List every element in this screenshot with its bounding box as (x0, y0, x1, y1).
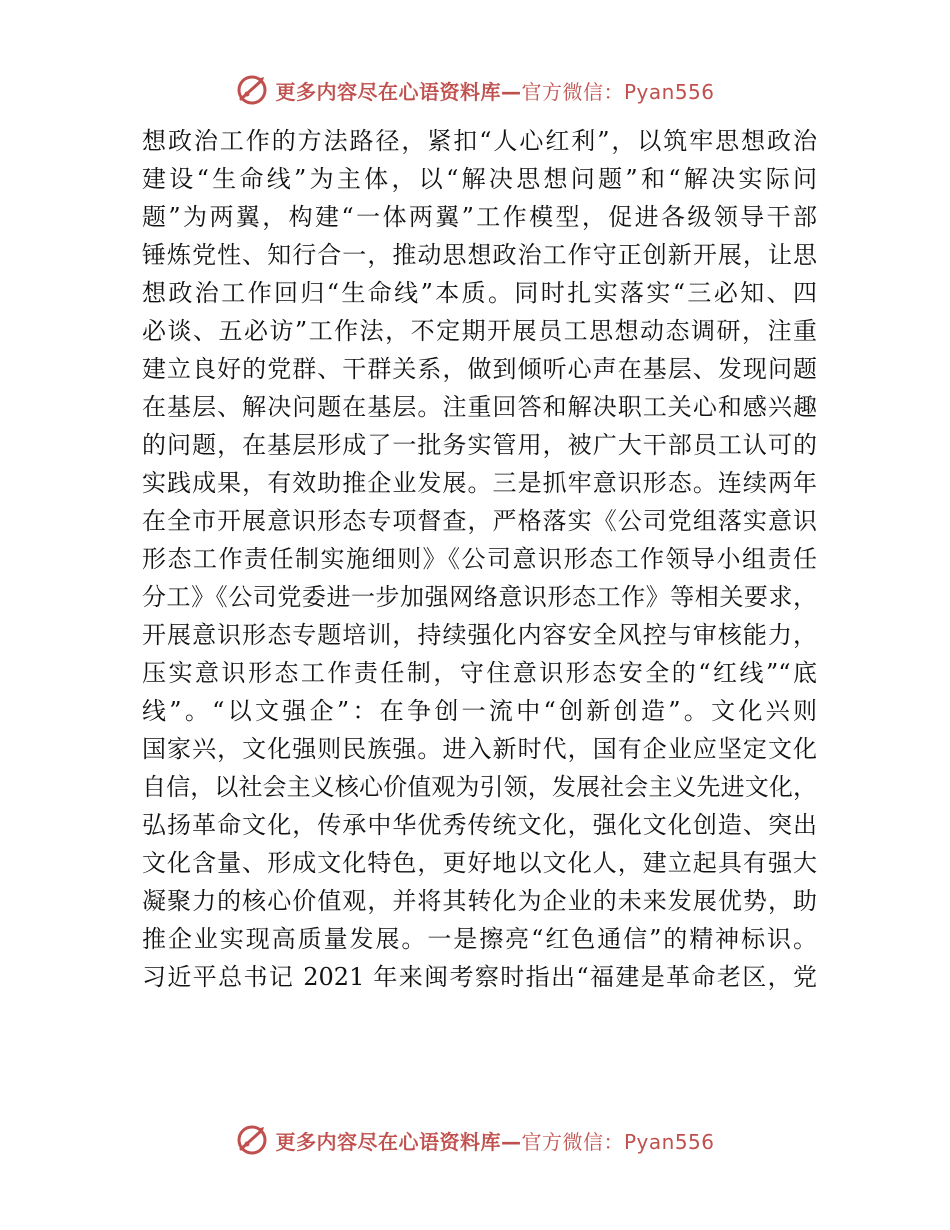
body-line: 的问题，在基层形成了一批务实管用，被广大干部员工认可的 (142, 431, 817, 459)
body-line: 推企业实现高质量发展。一是擦亮“红色通信”的精神标识。 (142, 925, 817, 953)
body-line: 习近平总书记 2021 年来闽考察时指出“福建是革命老区，党 (142, 963, 817, 991)
body-line: 在基层、解决问题在基层。注重回答和解决职工关心和感兴趣 (142, 393, 817, 421)
header-promo-text: 更多内容尽在心语资料库 (275, 79, 501, 104)
body-line: 实践成果，有效助推企业发展。三是抓牢意识形态。连续两年 (142, 469, 817, 497)
body-line: 想政治工作的方法路径，紧扣“人心红利”，以筑牢思想政治 (142, 127, 817, 155)
body-line: 建设“生命线”为主体，以“解决思想问题”和“解决实际问 (142, 165, 817, 193)
body-line: 文化含量、形成文化特色，更好地以文化人，建立起具有强大 (142, 849, 817, 877)
body-line: 形态工作责任制实施细则》《公司意识形态工作领导小组责任 (142, 545, 817, 573)
body-line: 压实意识形态工作责任制，守住意识形态安全的“红线”“底 (142, 659, 817, 687)
body-line: 线”。“以文强企”：在争创一流中“创新创造”。文化兴则 (142, 697, 817, 725)
footer-wechat-label: 官方微信： (521, 1129, 624, 1154)
body-line: 国家兴，文化强则民族强。进入新时代，国有企业应坚定文化 (142, 735, 817, 763)
body-line: 开展意识形态专题培训，持续强化内容安全风控与审核能力， (142, 621, 817, 649)
body-line: 必谈、五必访”工作法，不定期开展员工思想动态调研，注重 (142, 317, 817, 345)
footer-banner (0, 1120, 950, 1160)
body-line: 题”为两翼，构建“一体两翼”工作模型，促进各级领导干部 (142, 203, 817, 231)
footer-promo (275, 1126, 714, 1155)
body-line: 想政治工作回归“生命线”本质。同时扎实落实“三必知、四 (142, 279, 817, 307)
header-promo (275, 76, 714, 105)
header-separator: — (500, 79, 522, 104)
header-wechat-label: 官方微信： (521, 79, 624, 104)
document-body (142, 122, 817, 996)
body-line: 凝聚力的核心价值观，并将其转化为企业的未来发展优势，助 (142, 887, 817, 915)
footer-wechat-id: Pyan556 (623, 1129, 715, 1154)
body-line: 自信，以社会主义核心价值观为引领，发展社会主义先进文化， (142, 773, 817, 801)
body-line: 在全市开展意识形态专项督查，严格落实《公司党组落实意识 (142, 507, 817, 535)
header-banner (0, 70, 950, 110)
header-wechat-id: Pyan556 (623, 79, 715, 104)
body-line: 建立良好的党群、干群关系，做到倾听心声在基层、发现问题 (142, 355, 817, 383)
footer-promo-text: 更多内容尽在心语资料库 (275, 1129, 501, 1154)
body-line: 锤炼党性、知行合一，推动思想政治工作守正创新开展，让思 (142, 241, 817, 269)
body-line: 弘扬革命文化，传承中华优秀传统文化，强化文化创造、突出 (142, 811, 817, 839)
footer-separator: — (500, 1129, 522, 1154)
body-line: 分工》《公司党委进一步加强网络意识形态工作》等相关要求， (142, 583, 817, 611)
brand-logo-icon (235, 73, 269, 107)
brand-logo-icon (235, 1123, 269, 1157)
